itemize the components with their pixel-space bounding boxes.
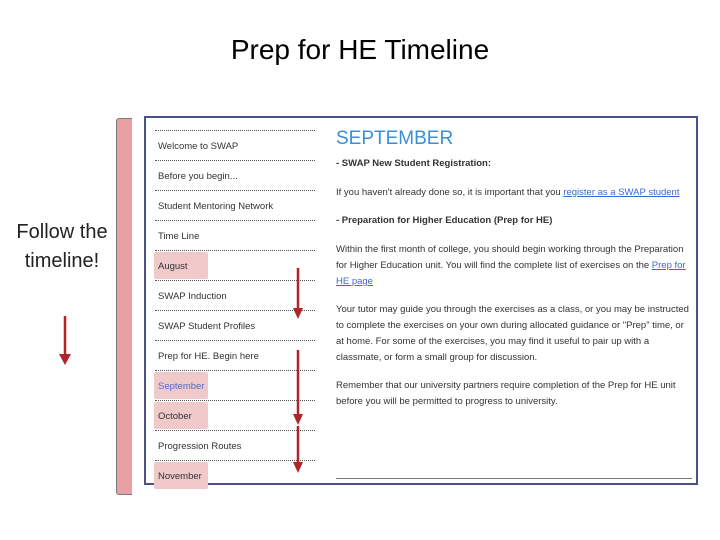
nav-item-label: August [158,261,188,272]
tutor-paragraph: Your tutor may guide you through the exercises as a class, or you may be instructed to complete the exercises on your own during allocated guidance or "Prep" time, or at home. For some of the exercises, you may find it useful to pair up with a classmate, or form a small group for discussion. [336,304,689,363]
prep-heading: - Preparation for Higher Education (Prep for HE) [336,215,553,226]
timeline-bracket [116,118,132,495]
nav-item-label: SWAP Student Profiles [158,321,256,332]
content-divider [336,478,692,479]
webpage-screenshot [144,116,698,485]
prep-text: Within the first month of college, you should begin working through the Preparation for Higher Education unit. You will find the complete list of exercises on the [336,244,684,271]
nav-item-label: Welcome to SWAP [158,141,239,152]
nav-item-label: Time Line [158,231,200,242]
follow-timeline-text: Follow the timeline! [16,221,108,272]
nav-item-label: Before you begin... [158,171,238,182]
nav-item-student-mentoring[interactable] [155,190,315,220]
nav-item-label: September [158,381,205,392]
nav-item-label: Student Mentoring Network [158,201,274,212]
nav-item-label: Prep for HE. Begin here [158,351,259,362]
nav-item-time-line[interactable] [155,220,315,250]
nav-item-label: November [158,471,202,482]
down-arrow-icon [55,316,75,366]
down-arrow-icon [291,268,305,320]
nav-item-label: Progression Routes [158,441,242,452]
university-paragraph: Remember that our university partners require completion of the Prep for HE unit before you will be permitted to progress to university. [336,380,676,407]
prep-paragraph [336,242,692,290]
slide-title: Prep for HE Timeline [230,34,490,65]
prep-for-he-link[interactable]: Prep for HE page [336,260,686,287]
registration-heading: - SWAP New Student Registration: [336,158,492,169]
nav-item-label: SWAP Induction [158,291,227,302]
nav-item-before-you-begin[interactable] [155,160,315,190]
down-arrow-icon [291,350,305,426]
nav-item-welcome[interactable] [155,130,315,160]
month-heading: SEPTEMBER [336,128,454,149]
nav-item-label: October [158,411,192,422]
down-arrow-icon [291,426,305,474]
registration-paragraph [336,185,692,201]
register-link[interactable]: register as a SWAP student [563,187,680,198]
registration-text: If you haven't already done so, it is important that you [336,187,564,198]
content-panel [336,128,692,422]
